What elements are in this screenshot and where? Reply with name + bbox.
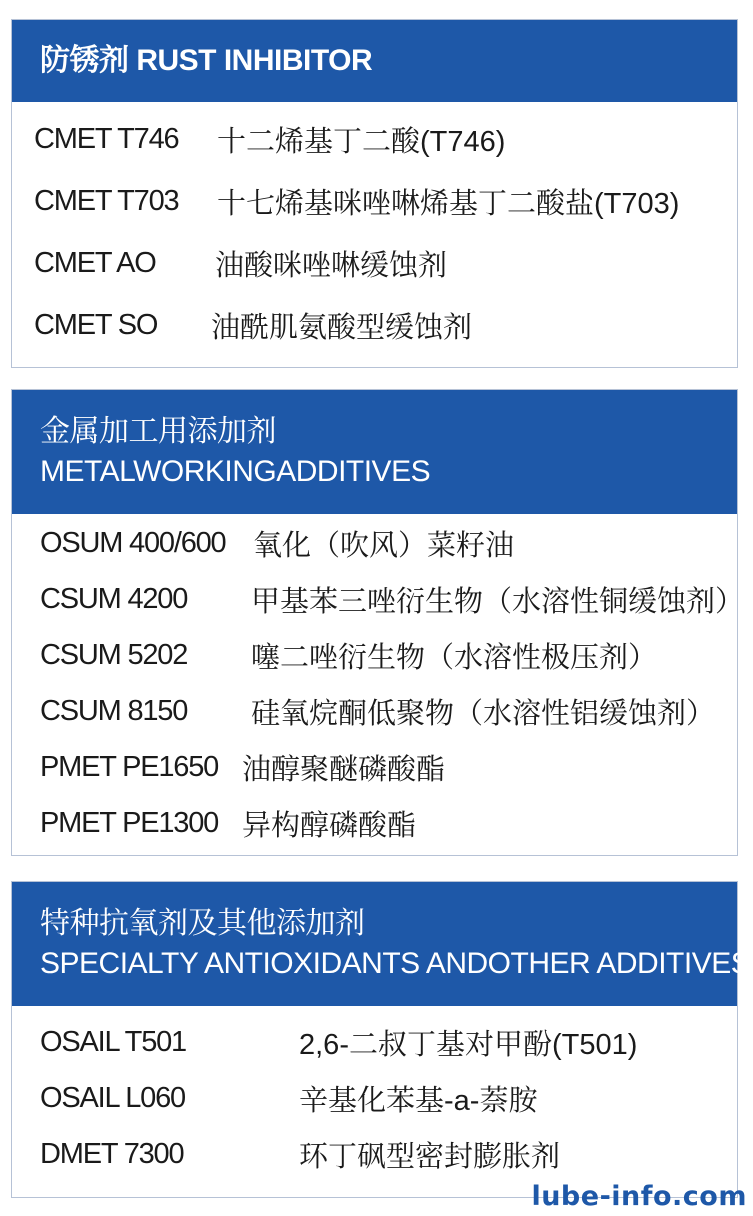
section-header	[12, 20, 737, 102]
watermark-text: lube-info.com	[531, 1181, 747, 1212]
product-description: 辛基化苯基-a-萘胺	[299, 1084, 538, 1117]
product-description: 油酸咪唑啉缓蚀剂	[215, 249, 448, 282]
product-description: 异构醇磷酸酯	[242, 809, 417, 842]
product-description: 甲基苯三唑衍生物（水溶性铜缓蚀剂）	[251, 585, 745, 618]
section-specialty-antioxidants	[11, 881, 751, 1198]
product-description: 硅氧烷酮低聚物（水溶性铝缓蚀剂）	[251, 697, 716, 730]
product-description: 环丁砜型密封膨胀剂	[299, 1140, 561, 1173]
product-code: CMET T703	[34, 184, 179, 217]
section-title-en: METALWORKINGADDITIVES	[40, 455, 431, 488]
product-description: 油醇聚醚磷酸酯	[242, 753, 446, 786]
product-code: OSUM 400/600	[40, 526, 226, 559]
product-code: CSUM 4200	[40, 582, 188, 615]
section-title: 防锈剂 RUST INHIBITOR	[40, 44, 373, 77]
product-code: CMET T746	[34, 122, 179, 155]
product-description: 油酰肌氨酸型缓蚀剂	[211, 311, 473, 344]
product-description: 噻二唑衍生物（水溶性极压剂）	[251, 641, 658, 674]
product-description: 氧化（吹风）菜籽油	[253, 529, 515, 562]
section-title-en: SPECIALTY ANTIOXIDANTS ANDOTHER ADDITIVES	[40, 947, 751, 980]
product-code: CMET AO	[34, 246, 156, 279]
section-header	[12, 882, 751, 1006]
section-rust-inhibitor	[11, 19, 738, 368]
section-metalworking-additives	[11, 389, 745, 856]
product-description: 十二烯基丁二酸(T746)	[217, 125, 506, 158]
product-code: OSAIL L060	[40, 1081, 185, 1114]
product-code: OSAIL T501	[40, 1025, 186, 1058]
product-description: 十七烯基咪唑啉烯基丁二酸盐(T703)	[217, 187, 680, 220]
product-code: PMET PE1300	[40, 806, 219, 839]
product-code: PMET PE1650	[40, 750, 219, 783]
product-code: CSUM 5202	[40, 638, 188, 671]
section-header	[12, 390, 737, 514]
product-code: DMET 7300	[40, 1137, 184, 1170]
product-code: CSUM 8150	[40, 694, 188, 727]
product-description: 2,6-二叔丁基对甲酚(T501)	[299, 1028, 638, 1061]
product-code: CMET SO	[34, 308, 158, 341]
section-title-cn: 金属加工用添加剂	[40, 415, 276, 448]
section-title-cn: 特种抗氧剂及其他添加剂	[40, 907, 365, 940]
